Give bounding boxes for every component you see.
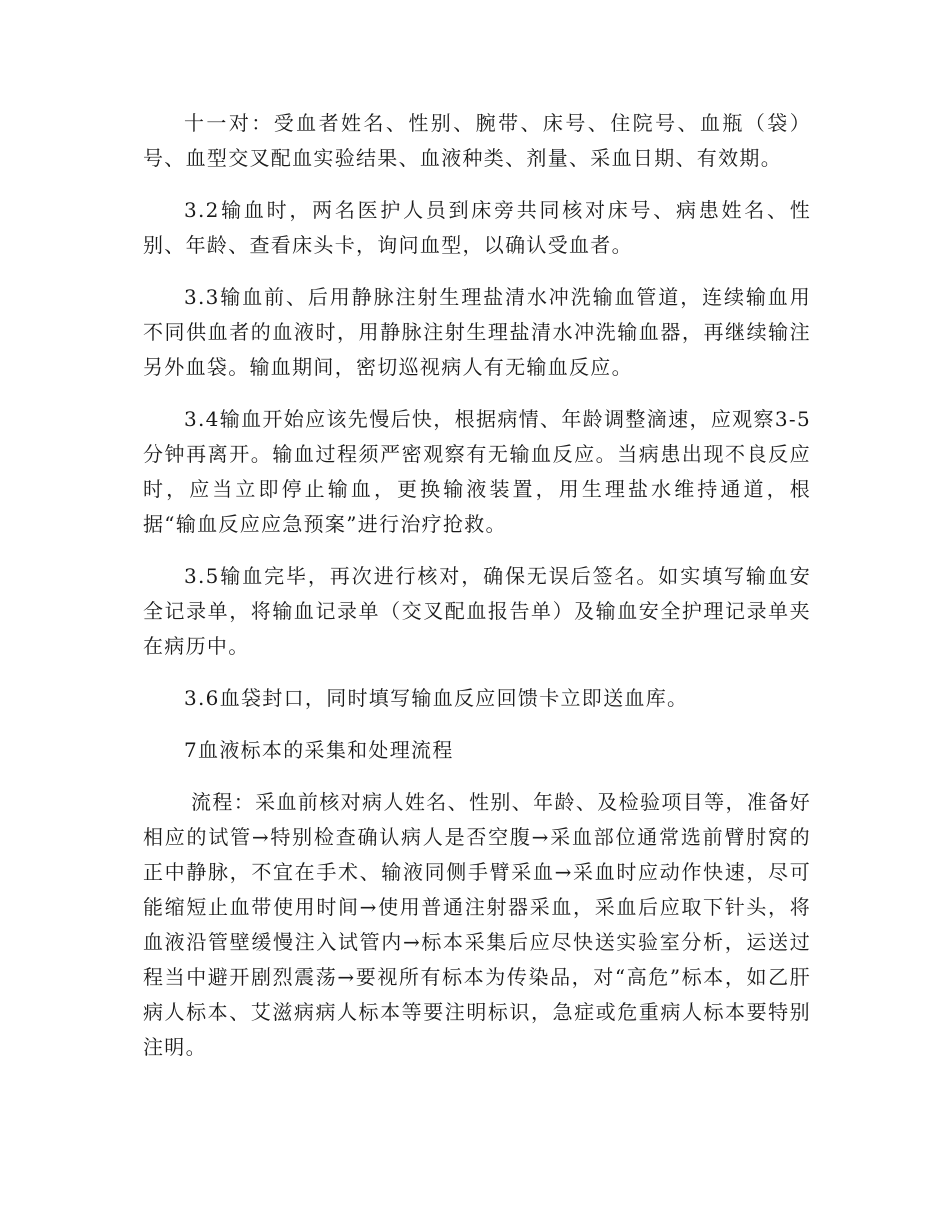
- paragraph-3-6: 3.6血袋封口，同时填写输血反应回馈卡立即送血库。: [184, 686, 689, 710]
- paragraph-eleven-checks: 十一对：受血者姓名、性别、腕带、床号、住院号、血瓶（袋）号、血型交叉配血实验结果、血液种类、剂量、采血日期、有效期。: [143, 111, 811, 170]
- document-body: [143, 106, 811, 1082]
- paragraph-3-5: 3.5输血完毕，再次进行核对，确保无误后签名。如实填写输血安全记录单，将输血记录单（交叉配血报告单）及输血安全护理记录单夹在病历中。: [143, 564, 811, 658]
- paragraph-procedure-flow: 流程：采血前核对病人姓名、性别、年龄、及检验项目等，准备好相应的试管→特别检查确认病人是否空腹→采血部位通常选前臂肘窝的正中静脉，不宜在手术、输液同侧手臂采血→采血时应动作快速，尽可能缩短止血带使用时间→使用普通注射器采血，采血后应取下针头，将血液沿管壁缓慢注入试管内→标本采集后应尽快送实验室分析，运送过程当中避开剧烈震荡→要视所有标本为传染品，对“高危”标本，如乙肝病人标本、艾滋病病人标本等要注明标识，急症或危重病人标本要特别注明。: [143, 790, 811, 1059]
- paragraph-3-2: 3.2输血时，两名医护人员到床旁共同核对床号、病患姓名、性别、年龄、查看床头卡，询问血型，以确认受血者。: [143, 198, 811, 257]
- paragraph-3-4: 3.4输血开始应该先慢后快，根据病情、年龄调整滴速，应观察3-5分钟再离开。输血过程须严密观察有无输血反应。当病患出现不良反应时，应当立即停止输血，更换输液装置，用生理盐水维持通道，根据“输血反应应急预案”进行治疗抢救。: [143, 407, 811, 536]
- section-heading-7: 7血液标本的采集和处理流程: [184, 738, 454, 762]
- paragraph-3-3: 3.3输血前、后用静脉注射生理盐清水冲洗输血管道，连续输血用不同供血者的血液时，用静脉注射生理盐清水冲洗输血器，再继续输注另外血袋。输血期间，密切巡视病人有无输血反应。: [143, 285, 811, 379]
